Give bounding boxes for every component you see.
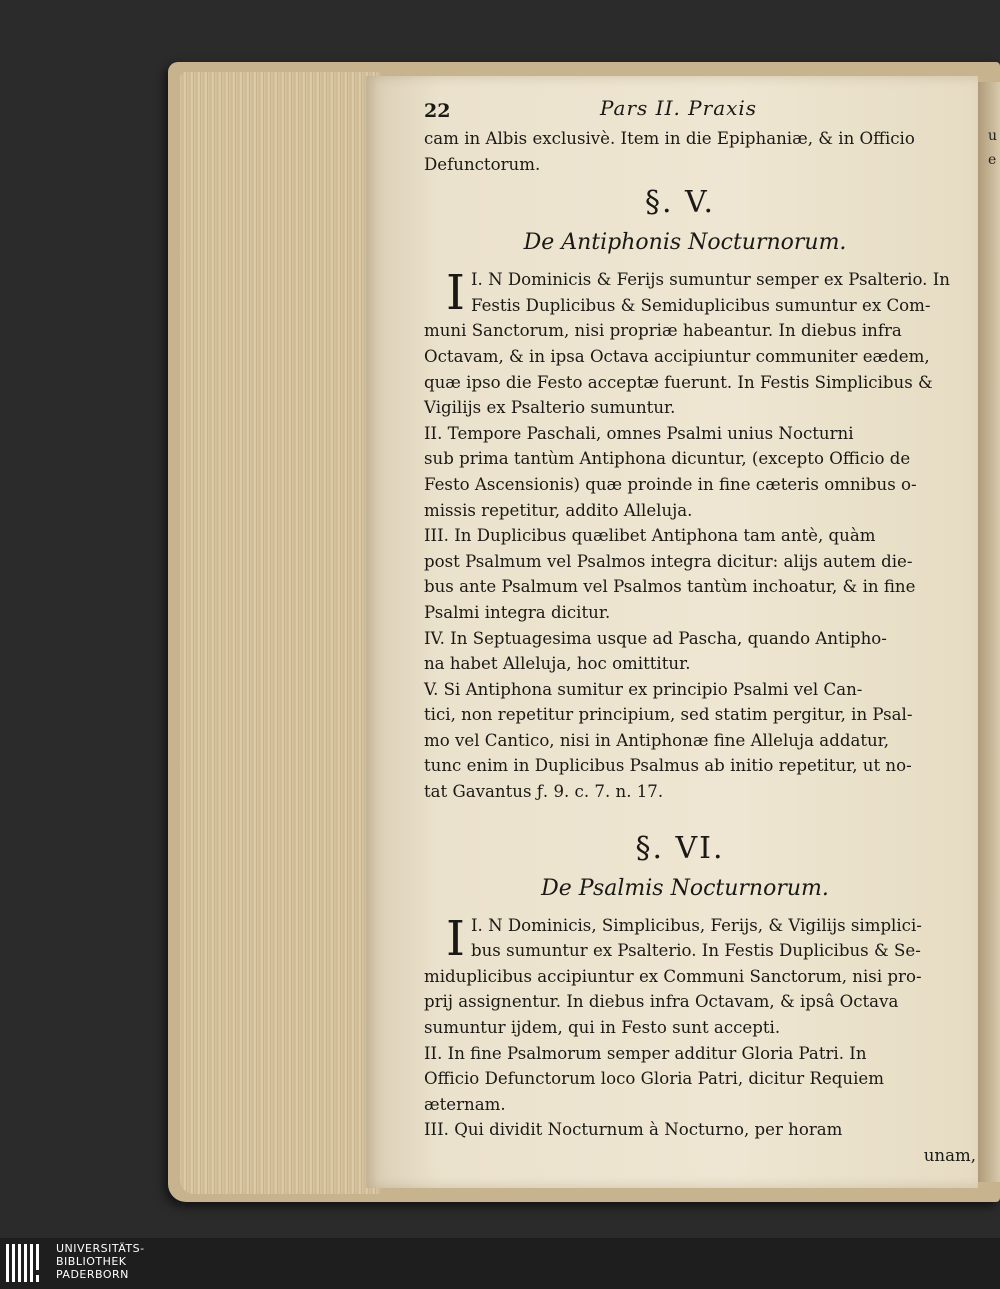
text-line: III. Qui dividit Nocturnum à Nocturno, per horam bbox=[424, 1120, 843, 1140]
next-page-bleed-text: u bbox=[988, 128, 998, 144]
text-line: na habet Alleluja, hoc omittitur. bbox=[424, 654, 691, 674]
text-line: tat Gavantus ƒ. 9. c. 7. n. 17. bbox=[424, 782, 664, 802]
catchword: unam, bbox=[923, 1146, 976, 1165]
text-line: mo vel Cantico, nisi in Antiphonæ fine Alleluja addatur, bbox=[424, 730, 890, 750]
page-edges bbox=[180, 72, 380, 1194]
text-line: Defunctorum. bbox=[424, 154, 541, 174]
text-line: missis repetitur, addito Alleluja. bbox=[424, 500, 693, 520]
paragraph-first bbox=[424, 913, 976, 964]
text-line: muni Sanctorum, nisi propriæ habeantur. In diebus infra bbox=[424, 321, 902, 341]
text-line: æternam. bbox=[424, 1094, 506, 1114]
text-line: bus sumuntur ex Psalterio. In Festis Duplicibus & Se- bbox=[470, 941, 921, 961]
text-line: prij assignentur. In diebus infra Octavam, & ipsâ Octava bbox=[424, 992, 899, 1012]
text-line: sumuntur ijdem, qui in Festo sunt accepti. bbox=[424, 1018, 781, 1038]
text-line: II. Tempore Paschali, omnes Psalmi unius Nocturni bbox=[424, 423, 854, 443]
section-number: §. V. bbox=[644, 185, 716, 221]
section-number: §. VI. bbox=[635, 830, 725, 866]
text-line: sub prima tantùm Antiphona dicuntur, (excepto Officio de bbox=[424, 449, 911, 469]
page-number: 22 bbox=[424, 100, 451, 122]
running-head bbox=[424, 96, 976, 126]
text-line: IV. In Septuagesima usque ad Pascha, quando Antipho- bbox=[424, 628, 887, 648]
text-line: cam in Albis exclusivè. Item in die Epiphaniæ, & in Officio bbox=[424, 129, 915, 148]
text-line: post Psalmum vel Psalmos integra dicitur: alijs autem die- bbox=[424, 551, 913, 571]
text-line: miduplicibus accipiuntur ex Communi Sanctorum, nisi pro- bbox=[424, 966, 922, 986]
text-line: I. N Dominicis & Ferijs sumuntur semper ex Psalterio. In bbox=[470, 270, 950, 290]
text-line: III. In Duplicibus quælibet Antiphona tam antè, quàm bbox=[424, 526, 876, 546]
text-line: Festis Duplicibus & Semiduplicibus sumuntur ex Com- bbox=[470, 295, 931, 315]
running-head-title: Pars II. Praxis bbox=[600, 96, 758, 120]
library-logo-line: BIBLIOTHEK bbox=[56, 1255, 127, 1268]
text-line: quæ ipso die Festo acceptæ fuerunt. In Festis Simplicibus & bbox=[424, 372, 933, 392]
paragraph-first bbox=[424, 267, 976, 318]
text-line: Festo Ascensionis) quæ proinde in fine cæteris omnibus o- bbox=[424, 474, 917, 494]
section-title: De Psalmis Nocturnorum. bbox=[541, 875, 829, 901]
section-title: De Antiphonis Nocturnorum. bbox=[523, 230, 847, 256]
text-line: V. Si Antiphona sumitur ex principio Psalmi vel Can- bbox=[424, 679, 863, 699]
text-line: tunc enim in Duplicibus Psalmus ab initio repetitur, ut no- bbox=[424, 756, 912, 776]
next-page-bleed-text: e bbox=[988, 152, 997, 168]
text-line: I. N Dominicis, Simplicibus, Ferijs, & Vigilijs simplici- bbox=[470, 915, 922, 935]
text-line: Vigilijs ex Psalterio sumuntur. bbox=[424, 398, 676, 418]
page-content bbox=[424, 96, 976, 1169]
text-line: Officio Defunctorum loco Gloria Patri, dicitur Requiem bbox=[424, 1069, 884, 1089]
drop-cap: I bbox=[446, 267, 465, 319]
library-footer bbox=[0, 1238, 1000, 1289]
text-line: II. In fine Psalmorum semper additur Gloria Patri. In bbox=[424, 1043, 867, 1063]
text-line: Psalmi integra dicitur. bbox=[424, 602, 611, 622]
spacer bbox=[424, 805, 976, 823]
text-line: tici, non repetitur principium, sed statim pergitur, in Psal- bbox=[424, 705, 913, 725]
library-logo-text bbox=[56, 1242, 145, 1281]
text-line: Octavam, & in ipsa Octava accipiuntur communiter eædem, bbox=[424, 346, 930, 366]
drop-cap: I bbox=[446, 912, 465, 964]
text-line: bus ante Psalmum vel Psalmos tantùm inchoatur, & in fine bbox=[424, 577, 916, 597]
library-logo-icon bbox=[6, 1244, 50, 1282]
library-logo-line: UNIVERSITÄTS- bbox=[56, 1242, 145, 1255]
library-logo-line: PADERBORN bbox=[56, 1268, 129, 1281]
